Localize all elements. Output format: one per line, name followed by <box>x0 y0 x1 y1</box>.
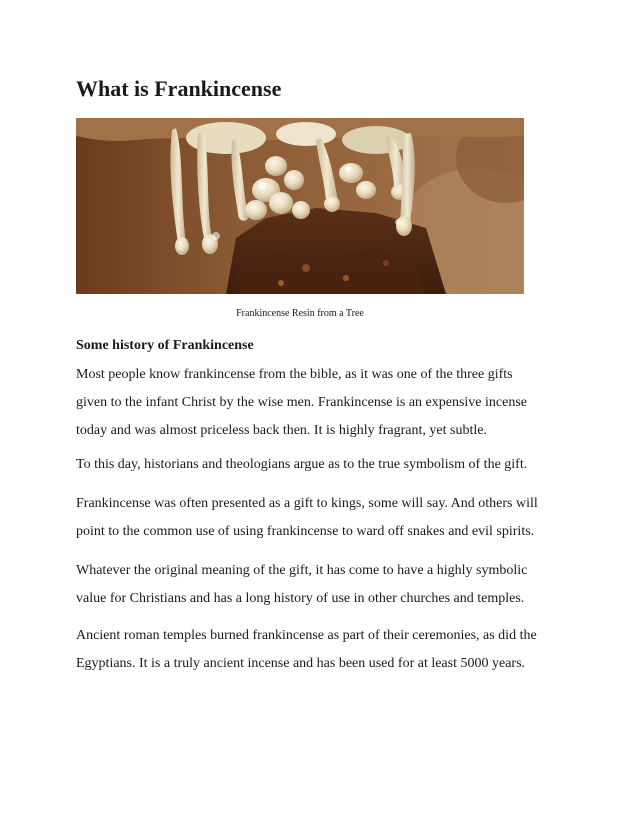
paragraph-line: To this day, historians and theologians argue as to the true symbolism of the gift. <box>76 457 528 472</box>
paragraph-line: Whatever the original meaning of the gift, it has come to have a highly symbolic <box>76 563 528 578</box>
figure-caption: Frankincense Resin from a Tree <box>236 308 364 319</box>
frankincense-resin-photo <box>76 118 524 294</box>
paragraph-gift-to-kings <box>76 490 576 546</box>
paragraph-line: today and was almost priceless back then. It is highly fragrant, yet subtle. <box>76 423 487 438</box>
paragraph-line: Most people know frankincense from the bible, as it was one of the three gifts <box>76 367 513 382</box>
paragraph-ancient-temples <box>76 622 576 678</box>
document-title: What is Frankincense <box>76 76 282 101</box>
paragraph-line: point to the common use of using frankincense to ward off snakes and evil spirits. <box>76 524 535 539</box>
paragraph-intro <box>76 361 576 445</box>
paragraph-line: Egyptians. It is a truly ancient incense and has been used for at least 5000 years. <box>76 656 526 671</box>
resin-photo-illustration <box>76 118 524 294</box>
paragraph-line: Frankincense was often presented as a gift to kings, some will say. And others will <box>76 496 538 511</box>
paragraph-line: value for Christians and has a long history of use in other churches and temples. <box>76 591 525 606</box>
paragraph-line: given to the infant Christ by the wise men. Frankincense is an expensive incense <box>76 395 528 410</box>
paragraph-line: Ancient roman temples burned frankincense as part of their ceremonies, as did the <box>76 628 537 643</box>
paragraph-symbolic-value <box>76 557 576 613</box>
section-heading: Some history of Frankincense <box>76 338 254 353</box>
paragraph-symbolism <box>76 451 576 479</box>
